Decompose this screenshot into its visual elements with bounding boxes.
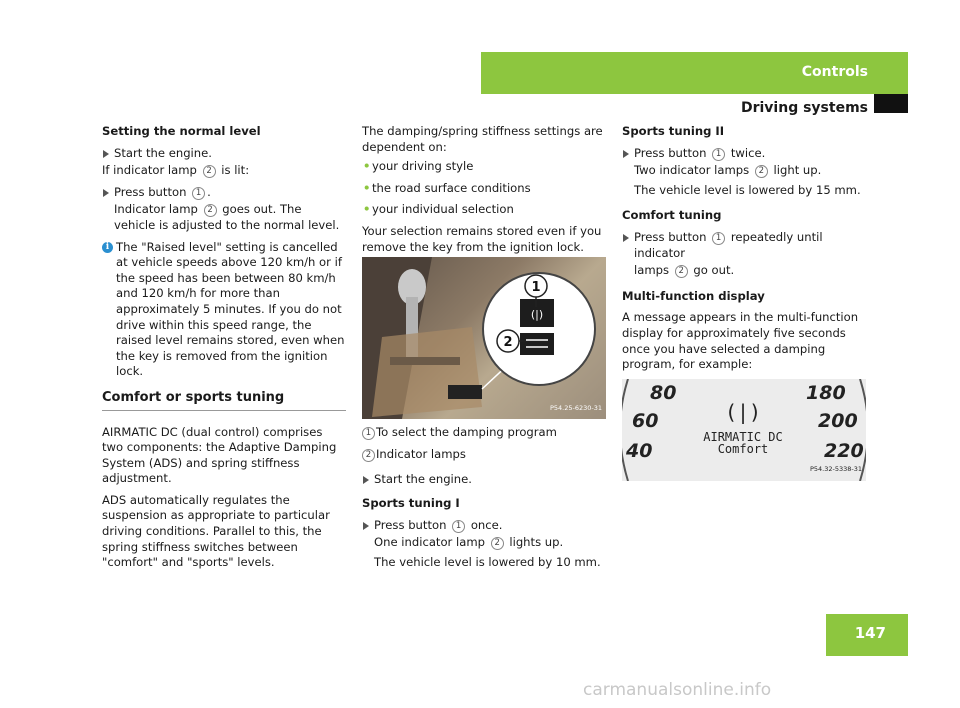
badge-2: 2: [675, 265, 688, 278]
section-title: Controls: [801, 64, 868, 80]
column-3: [622, 124, 870, 481]
display-line-1: AIRMATIC DC: [703, 429, 783, 444]
watermark: carmanualsonline.info: [583, 680, 772, 700]
step-press-repeatedly: Press button 1 repeatedly until indicator: [622, 230, 870, 261]
sports-tuning-2-heading: Sports tuning II: [622, 124, 725, 138]
step-press-button: Press button 1 .: [102, 185, 346, 201]
step-start-engine: Start the engine.: [102, 146, 346, 162]
badge-2: 2: [203, 165, 216, 178]
callout-2: 2: [503, 335, 513, 351]
subsection-title: Driving systems: [740, 100, 868, 116]
badge-1: 1: [712, 148, 725, 161]
callout-1: 1: [531, 280, 541, 296]
gear-console-photo: [362, 257, 606, 419]
badge-1: 1: [452, 520, 465, 533]
badge-2: 2: [491, 537, 504, 550]
badge-1: 1: [712, 232, 725, 245]
ads-paragraph: ADS automatically regulates the suspension as appropriate to particular driving conditions. Parallel to this, the spring stiffness switches between "comfort" and "sports" levels.: [102, 492, 330, 570]
one-lamp-lights: One indicator lamp 2 lights up.: [374, 535, 564, 550]
bullet-item: • your driving style: [362, 159, 606, 175]
badge-2: 2: [204, 204, 217, 217]
comfort-tuning-heading: Comfort tuning: [622, 208, 722, 223]
legend-1: 1 To select the damping program: [362, 425, 606, 441]
badge-1: 1: [192, 187, 205, 200]
info-icon: i: [102, 242, 113, 253]
speed-label: 40: [626, 439, 653, 462]
legend-2: 2 Indicator lamps: [362, 447, 606, 463]
instrument-display-photo: [622, 379, 866, 481]
page-number: 147: [854, 624, 886, 642]
sports-tuning-1-heading: Sports tuning I: [362, 495, 460, 510]
display-line-2: Comfort: [717, 441, 769, 456]
photo-code: P54.25-6230-31: [549, 403, 602, 412]
step-press-twice: Press button 1 twice.: [622, 146, 870, 162]
badge-2: 2: [362, 449, 375, 462]
header-marker: [874, 94, 908, 113]
bullet-item: • your individual selection: [362, 202, 606, 218]
photo-code: P54.32-5338-31: [809, 465, 862, 474]
settings-intro: The damping/spring stiffness settings are dependent on:: [362, 124, 603, 154]
if-lamp-lit: If indicator lamp 2 is lit:: [102, 163, 250, 178]
badge-1: 1: [362, 427, 375, 440]
console-illustration: [362, 257, 606, 419]
bullet-item: • the road surface conditions: [362, 181, 606, 197]
speed-label: 220: [824, 439, 864, 462]
lamps-go-out: lamps 2 go out.: [634, 263, 735, 278]
selection-stored: Your selection remains stored even if you remove the key from the ignition lock.: [362, 223, 602, 254]
airmatic-paragraph: AIRMATIC DC (dual control) comprises two components: the Adaptive Damping System (ADS) and spring stiffness adjustment.: [102, 424, 337, 486]
lamp-goes-out: Indicator lamp 2 goes out. The vehicle is adjusted to the normal level.: [114, 202, 340, 232]
step-press-once: Press button 1 once.: [362, 518, 606, 534]
column-2: [362, 124, 606, 574]
suspension-icon: (|): [724, 399, 762, 424]
mfd-text: A message appears in the multi-function display for approximately five seconds once you have selected a damping program, for example:: [622, 310, 859, 372]
badge-2: 2: [755, 165, 768, 178]
two-lamps-light: Two indicator lamps 2 light up.: [634, 163, 822, 178]
comfort-sports-section-title: Comfort or sports tuning: [102, 390, 346, 411]
mfd-heading: Multi-function display: [622, 288, 765, 303]
lowered-10mm: The vehicle level is lowered by 10 mm.: [374, 554, 601, 569]
step-start-engine: Start the engine.: [362, 472, 606, 488]
speed-label: 60: [632, 409, 659, 432]
speed-label: 200: [818, 409, 858, 432]
svg-text:(|): (|): [530, 308, 544, 322]
speed-label: 80: [650, 381, 677, 404]
lowered-15mm: The vehicle level is lowered by 15 mm.: [634, 182, 861, 197]
column-1: [102, 124, 346, 577]
info-note: i The "Raised level" setting is cancelled at vehicle speeds above 120 km/h or if the speed has been between 80 km/h and 120 km/h for more than approximately 5 minutes. If you do not drive within this speed range, the raised level remains stored, even when the key is removed from the ignition lock.: [102, 240, 346, 380]
speed-label: 180: [806, 381, 846, 404]
normal-level-heading: Setting the normal level: [102, 124, 261, 138]
